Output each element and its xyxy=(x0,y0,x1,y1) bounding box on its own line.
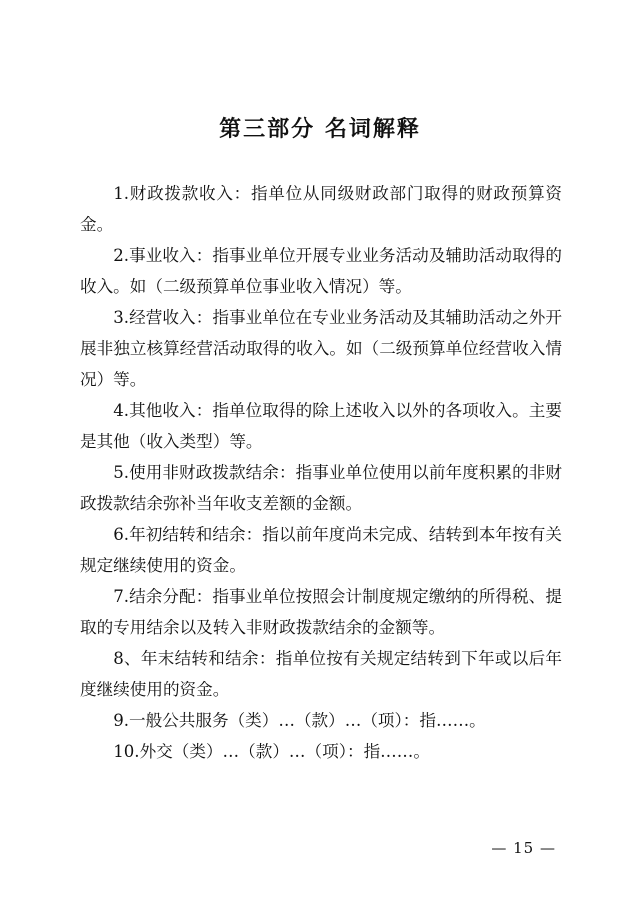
definition-paragraph: 2.事业收入：指事业单位开展专业业务活动及辅助活动取得的收入。如（二级预算单位事业收入情况）等。 xyxy=(80,246,562,296)
definition-paragraph: 7.结余分配：指事业单位按照会计制度规定缴纳的所得税、提取的专用结余以及转入非财政拨款结余的金额等。 xyxy=(80,587,562,637)
definition-paragraph: 1.财政拨款收入：指单位从同级财政部门取得的财政预算资金。 xyxy=(80,184,562,234)
definition-paragraph: 5.使用非财政拨款结余：指事业单位使用以前年度积累的非财政拨款结余弥补当年收支差额的金额。 xyxy=(80,463,562,513)
definition-paragraph: 9.一般公共服务（类）…（款）…（项）：指……。 xyxy=(113,711,486,730)
page-title: 第三部分 名词解释 xyxy=(219,117,421,142)
definition-paragraph: 4.其他收入：指单位取得的除上述收入以外的各项收入。主要是其他（收入类型）等。 xyxy=(80,401,562,451)
page-number: — 15 — xyxy=(491,839,556,857)
definition-paragraph: 8、年末结转和结余：指单位按有关规定结转到下年或以后年度继续使用的资金。 xyxy=(80,649,562,699)
definition-paragraph: 10.外交（类）…（款）…（项）：指……。 xyxy=(113,742,430,761)
document-body xyxy=(80,178,562,767)
definition-paragraph: 3.经营收入：指事业单位在专业业务活动及其辅助活动之外开展非独立核算经营活动取得的收入。如（二级预算单位经营收入情况）等。 xyxy=(80,308,562,389)
definition-paragraph: 6.年初结转和结余：指以前年度尚未完成、结转到本年按有关规定继续使用的资金。 xyxy=(80,525,562,575)
